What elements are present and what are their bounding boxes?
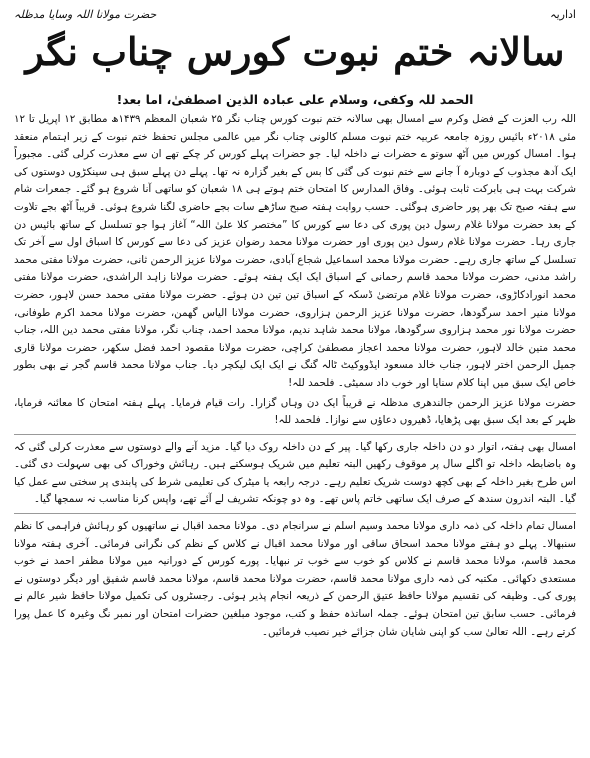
opening-greeting: الحمد للہ وکفی، وسلام علی عبادہ الذین اصطفیٰ، اما بعد! bbox=[116, 92, 474, 107]
paragraph: امسال تمام داخلہ کی ذمہ داری مولانا محمد وسیم اسلم نے سرانجام دی۔ مولانا محمد اقبال نے ساتھیوں کو رہائش فراہمی کا نظم سنبھالا۔ پہلے دو ہفتے مولانا محمد اسحاق ساقی اور مولانا محمد اقبال نے کلاس کے نظم کی نگرانی فرمائی۔ آخری ہفتہ مولانا محمد قاسم، مولانا محمد قاسم نے کلاس کو خوب سے خوب تر نبھایا۔ پورے کورس کے دورانیہ میں مولانا مظفر احمد نے خوب مستعدی دکھائی۔ مکتبہ کی ذمہ داری مولانا محمد قاسم، حضرت مولانا محمد قاسم، مولانا محمد قاسم شفیق اور دیگر دوستوں نے پوری کی۔ وظیفہ کی تقسیم مولانا حافظ عتیق الرحمن کے ذریعہ انجام پذیر ہوئی۔ رجسٹروں کی تکمیل مولانا حافظ شیر عالم نے فرمائی۔ حسب سابق تین امتحان ہوئے۔ جملہ اساتذہ حفظ و کتب، موجود مبلغین حضرات امتحان اور نمبر نگ وغیرہ کا عمل پورا کرتے رہے۔ اللہ تعالیٰ سب کو اپنی شایان شان جزائے خیر نصیب فرمائیں۔ bbox=[14, 520, 576, 638]
divider bbox=[14, 513, 576, 514]
paragraph: حضرت مولانا عزیز الرحمن جالندھری مدظلہ نے قریباً ایک دن وہاں گزارا۔ رات قیام فرمایا۔ پہلے ہفتہ امتحان کا معائنہ فرمایا، ظہر کے بعد ایک سبق بھی پڑھایا، ڈھیروں دعاؤں سے نوازا۔ فلحمد للہ! bbox=[14, 396, 576, 427]
paragraph: اللہ رب العزت کے فضل وکرم سے امسال بھی سالانہ ختم نبوت کورس چناب نگر ۲۵ شعبان المعظم ۱۴۳۹ھ مطابق ۱۲ اپریل تا ۱۲ مئی ۲۰۱۸ء بائیس روزہ جامعہ عربیہ ختم نبوت مسلم کالونی چناب نگر میں عالمی مجلس تحفظ ختم نبوت کے زیر اہتمام منعقد ہوا۔ امسال کورس میں آٹھ سوتو ے حضرات نے داخلہ لیا۔ جو حضرات پہلے کورس کر چکے تھے ان سے معذرت کرلی گئی۔ مجبوراً ایک آدھ مجذوب کے دوبارہ آ جانے سے ختم نبوت کی گئی کا بس کے بغیر گزارہ نہ تھا۔ پہلے دن پہلے سبق ہی سینکڑوں دوستوں کی شرکت بہت ہی بابرکت ثابت ہوئی۔ وفاق المدارس کا امتحان ختم ہوتے ہی ۱۸ شعبان کو ساتھی آنا شروع ہو گئے۔ جمعرات شام سے ہفتہ صبح تک بھر پور حاضری ہوگئی۔ حسب روایت ہفتہ صبح ساڑھے سات بجے حاضری لگنا شروع ہوئی۔ قریباً آٹھ بجے تلاوت کے بعد حضرت مولانا غلام رسول دین پوری کی دعا سے کورس کا ”مختصر کلا علیٰ اللہ“ آغاز ہوا جو تسلسل کے ساتھ بائیس دن جاری رہا۔ حضرت مولانا غلام رسول دین پوری اور حضرت مولانا محمد رضوان عزیز کی دعا سے کورس کا اسباق اول سے آخر تک تسلسل کے ساتھ جاری رہے۔ حضرت مولانا محمد اسماعیل شجاع آبادی، حضرت مولانا عزیز الرحمن ثانی، حضرت مولانا مفتی محمد راشد مدنی، حضرت مولانا محمد قاسم رحمانی کے اسباق ایک ایک ہفتہ ہوئے۔ حضرت مولانا زاہد الراشدی، حضرت مولانا مفتی محمد انورادکاڑوی، حضرت مولانا غلام مرتضیٰ ڈسکہ کے اسباق تین تین دن ہوئے۔ حضرت مولانا مفتی محمد حسن لاہور، حضرت مولانا منیر احمد سرگودھا، حضرت مولانا عزیز الرحمن ہزاروی، حضرت مولانا الیاس گھمن، حضرت مولانا محمد اکرم طوفانی، حضرت مولانا نور محمد ہزاروی سرگودھا، مولانا محمد شاہد ندیم، مولانا محمد احمد، چناب نگر، مولانا مفتی محمد دین اللہ، جناب محمد متین خالد لاہور، حضرت مولانا محمد اعجاز مصطفیٰ کراچی، حضرت مولانا مقصود احمد فضل سکھر، حضرت مولانا قاری جمیل الرحمن اختر لاہور، جناب خالد مسعود ایڈووکیٹ ٹالہ گنگ نے ایک ایک لیکچر دیا۔ جناب مولانا محمد قاسم گجر نے بھی بطور خاص ایک سبق میں اپنا کلام سنایا اور خوب داد سمیٹی۔ فلحمد للہ! bbox=[14, 113, 576, 389]
paragraph: امسال بھی ہفتہ، اتوار دو دن داخلہ جاری رکھا گیا۔ پیر کے دن داخلہ روک دیا گیا۔ مزید آنے والے دوستوں سے معذرت کرلی گئی کہ وہ باضابطہ داخلہ تو اگلے سال پر موقوف رکھیں البتہ تعلیم میں شریک ہوسکتے ہیں۔ رہائش وخوراک کی بھی سہولت دی گئی۔ اس طرح بغیر داخلہ کے بھی کچھ دوست شریک تعلیم رہے۔ درجہ رابعہ یا میٹرک کی تعلیمی شرط کی پابندی پر سختی سے عمل کیا گیا۔ البتہ اندرون سندھ کے صرف ایک ساتھی خاتم پاس تھے۔ وہ دو چونکہ تشریف لے آئے تھے، واپس کرنا مناسب نہ سمجھا گیا۔ bbox=[14, 440, 576, 506]
page-header bbox=[14, 6, 576, 22]
article-title: سالانہ ختم نبوت کورس چناب نگر bbox=[25, 29, 565, 74]
article-body bbox=[14, 111, 576, 641]
divider bbox=[14, 434, 576, 435]
section-label: اداریہ bbox=[550, 7, 576, 21]
author-name: حضرت مولانا اللہ وسایا مدظلہ bbox=[14, 7, 157, 21]
